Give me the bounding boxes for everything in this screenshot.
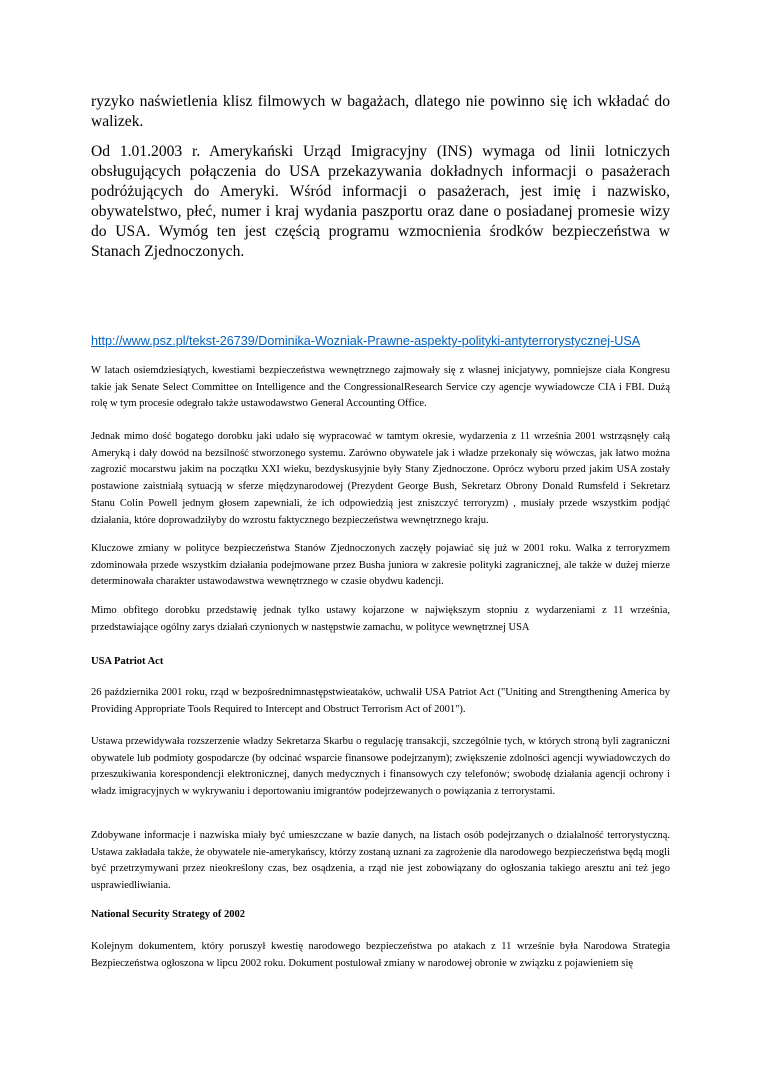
paragraph-3: Kluczowe zmiany w polityce bezpieczeństwa Stanów Zjednoczonych zaczęły pojawiać się już w 2001 roku. Walka z terroryzmem zdominowała przede wszystkim działania podejmowane przez Busha juniora w zakresie polityki zagranicznej, ale także w dużej mierze determinowała charakter ustawodawstwa wewnętrznego w czasie obydwu kadencji. bbox=[91, 543, 670, 588]
paragraph-4: Mimo obfitego dorobku przedstawię jednak tylko ustawy kojarzone w największym stopniu z wydarzeniami z 11 września, przedstawiające ogólny zarys działań czynionych w następstwie zamachu, w polityce wewnętrznej USA bbox=[91, 605, 670, 633]
paragraph-6: Ustawa przewidywała rozszerzenie władzy Sekretarza Skarbu o regulację transakcji, szczególnie tych, w których stroną byli zagraniczni obywatele lub podmioty gospodarcze (by odcinać wsparcie finansowe podejrzanym); zwiększenie zdolności agencji wywiadowczych do przeszukiwania korespondencji elektronicznej, danych medycznych i finansowych czy telefonów; swobodę działania agencji ochrony i władz imigracyjnych w wykrywaniu i deportowaniu imigrantów podejrzewanych o powiązania z terrorystami. bbox=[91, 736, 670, 798]
section-heading-security-strategy: National Security Strategy of 2002 bbox=[91, 909, 245, 920]
source-link[interactable]: http://www.psz.pl/tekst-26739/Dominika-Wozniak-Prawne-aspekty-polityki-antyterrorystycznej-USA bbox=[91, 334, 641, 348]
paragraph-1: W latach osiemdziesiątych, kwestiami bezpieczeństwa wewnętrznego zajmowały się z własnej inicjatywy, pomniejsze ciała Kongresu takie jak Senate Select Committee on Intelligence and the CongressionalResearch Service czy agencje wywiadowcze CIA i FBI. Dużą rolę w tym procesie odegrało także ustawodawstwo General Accounting Office. bbox=[91, 365, 670, 410]
paragraph-7: Zdobywane informacje i nazwiska miały być umieszczane w bazie danych, na listach osób podejrzanych o działalność terrorystyczną. Ustawa zakładała także, że obywatele nie-amerykańscy, którzy zostaną uznani za zagrożenie dla narodowego bezpieczeństwa będą mogli być przetrzymywani przez nieokreślony czas, bez osądzenia, a rząd nie jest zobowiązany do ogłoszania takiego aresztu ani też jego usprawiedliwiania. bbox=[91, 830, 670, 892]
paragraph-8: Kolejnym dokumentem, który poruszył kwestię narodowego bezpieczeństwa po atakach z 11 wrześnie była Narodowa Strategia Bezpieczeństwa ogłoszona w lipcu 2002 roku. Dokument postulował zmiany w narodowej obronie w związku z pojawieniem się bbox=[91, 941, 670, 969]
paragraph-intro-1: ryzyko naświetlenia klisz filmowych w bagażach, dlatego nie powinno się ich wkładać do walizek. bbox=[91, 93, 670, 130]
paragraph-2: Jednak mimo dość bogatego dorobku jaki udało się wypracować w tamtym okresie, wydarzenia z 11 września 2001 wstrząsnęły całą Ameryką i dały dowód na bezsilność stworzonego systemu. Zarówno obywatele jak i władze przekonały się wówczas, jak łatwo można zagrozić mocarstwu jakim na początku XXI wieku, bezdyskusyjnie były Stany Zjednoczone. Oprócz wyboru przed jakim USA zostały postawione zaistniałą sytuacją w sferze międzynarodowej (Prezydent George Bush, Sekretarz Obrony Donald Rumsfeld i Sekretarz Stanu Colin Powell jednym głosem zapewniali, że ich odpowiedzią jest zniszczyć terroryzm) , musiały przede wszystkim podjąć działania, które doprowadziłyby do wzrostu faktycznego bezpieczeństwa wewnętrznego kraju. bbox=[91, 431, 670, 526]
section-heading-patriot-act: USA Patriot Act bbox=[91, 656, 164, 667]
paragraph-5: 26 października 2001 roku, rząd w bezpośrednimnastępstwieataków, uchwalił USA Patriot Act ("Uniting and Strengthening America by Providing Appropriate Tools Required to Intercept and Obstruct Terrorism Act of 2001"). bbox=[91, 687, 670, 715]
paragraph-intro-2: Od 1.01.2003 r. Amerykański Urząd Imigracyjny (INS) wymaga od linii lotniczych obsługujących połączenia do USA przekazywania dokładnych informacji o pasażerach podróżujących do Ameryki. Wśród informacji o pasażerach, jest imię i nazwisko, obywatelstwo, płeć, numer i kraj wydania paszportu oraz dane o posiadanej promesie wizy do USA. Wymóg ten jest częścią programu wzmocnienia środków bezpieczeństwa w Stanach Zjednoczonych. bbox=[91, 143, 670, 260]
